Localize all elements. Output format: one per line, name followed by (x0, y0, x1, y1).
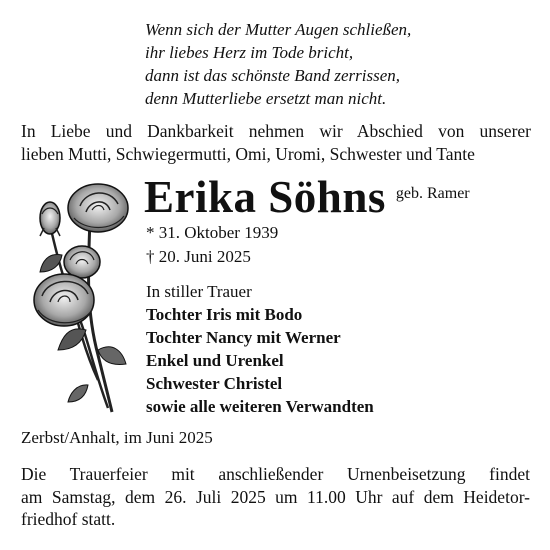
place-date: Zerbst/Anhalt, im Juni 2025 (21, 428, 213, 447)
life-dates (146, 221, 278, 269)
deceased-name: Erika Söhns (144, 172, 386, 222)
memorial-poem (145, 18, 485, 110)
poem-line: denn Mutterliebe ersetzt man nicht. (145, 89, 387, 108)
birth-date: * 31. Oktober 1939 (146, 223, 279, 242)
death-date: † 20. Juni 2025 (146, 247, 251, 266)
poem-line: ihr liebes Herz im Tode bricht, (145, 43, 354, 62)
mourner-entry: Tochter Nancy mit Werner (146, 328, 341, 347)
mourner-entry: Enkel und Urenkel (146, 351, 284, 370)
poem-line: dann ist das schönste Band zerrissen, (145, 66, 400, 85)
maiden-name: geb. Ramer (395, 185, 470, 202)
farewell-intro (21, 120, 531, 166)
ceremony-line: friedhof statt. (21, 509, 116, 529)
mourners-list (146, 280, 374, 418)
mourner-entry: Tochter Iris mit Bodo (146, 305, 303, 324)
mourner-entry: Schwester Christel (146, 374, 283, 393)
mourner-entry: sowie alle weiteren Verwandten (146, 397, 374, 416)
intro-line: In Liebe und Dankbarkeit nehmen wir Abschied von unserer (21, 121, 531, 141)
deceased-name-row (144, 172, 470, 222)
ceremony-line: Die Trauerfeier mit anschließender Urnenbeisetzung findet (21, 464, 530, 484)
ceremony-line: am Samstag, dem 26. Juli 2025 um 11.00 Uhr auf dem Heidetor- (21, 486, 530, 507)
mourners-heading: In stiller Trauer (146, 282, 252, 301)
roses-icon (28, 180, 138, 415)
poem-line: Wenn sich der Mutter Augen schließen, (145, 20, 412, 39)
ceremony-info (21, 463, 530, 531)
intro-line: lieben Mutti, Schwiegermutti, Omi, Uromi, Schwester und Tante (21, 144, 475, 164)
